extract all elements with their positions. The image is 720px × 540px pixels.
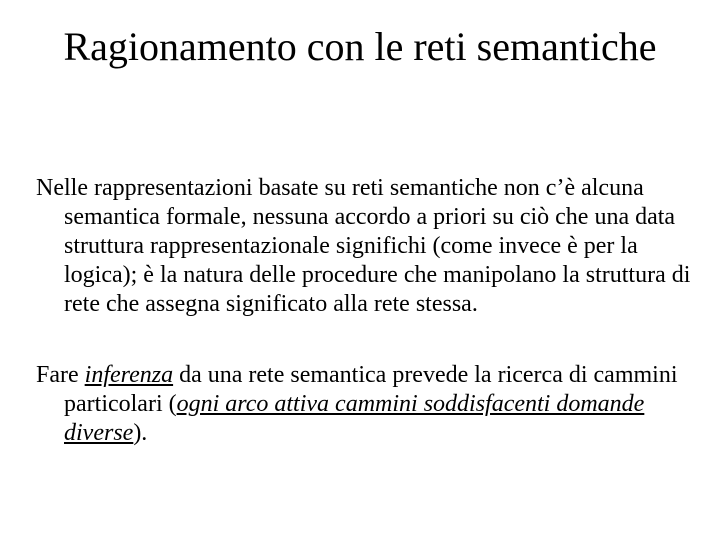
paragraph-inference-lead: Fare [36,362,85,388]
paragraph-inference-middle: da una rete semantica prevede la ricerca di cammini particolari ( [64,362,678,417]
paragraph-inference-end: ). [133,420,148,446]
inference-term: inferenza [84,362,174,388]
slide-body [36,174,696,448]
inference-emphasis: ogni arco attiva cammini soddisfacenti domande diverse [64,391,645,446]
slide-title: Ragionamento con le reti semantiche [63,24,657,69]
paragraph-inference [36,361,696,448]
paragraph-semantics: Nelle rappresentazioni basate su reti semantiche non c’è alcuna semantica formale, nessuna accordo a priori su ciò che una data struttura rappresentazionale significhi (come invece è per la logica); è la natura delle procedure che manipolano la struttura di rete che assegna significato alla rete stessa. [36,175,691,317]
